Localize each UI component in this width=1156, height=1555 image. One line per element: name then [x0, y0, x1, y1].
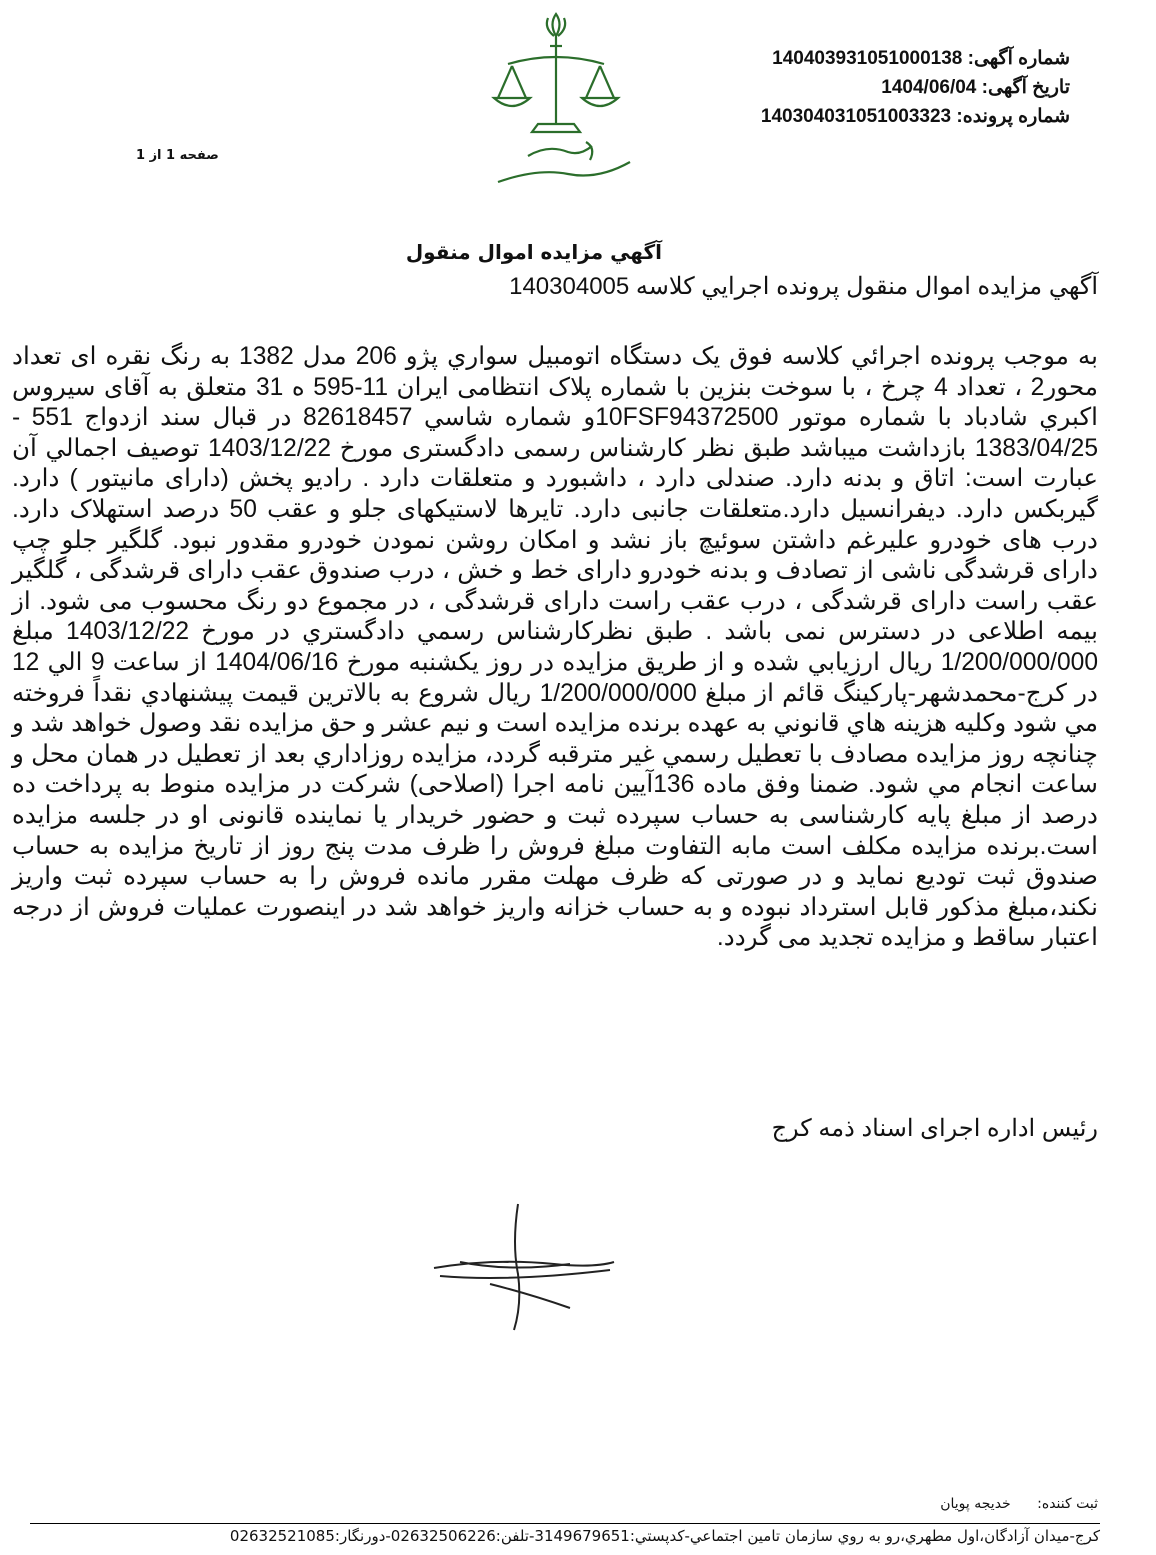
notice-date-label: تاریخ آگهی: [981, 77, 1070, 98]
signatory-title: رئیس اداره اجرای اسناد ذمه کرج [771, 1115, 1098, 1142]
registrar-label: ثبت کننده: [1037, 1496, 1098, 1512]
registrar-name: خدیجه پویان [940, 1496, 1011, 1512]
notice-date: 1404/06/04 [881, 77, 977, 98]
signature-icon [430, 1200, 620, 1335]
notice-date-row [650, 73, 1070, 102]
judiciary-emblem-icon [468, 6, 658, 196]
case-number-label: شماره پرونده: [956, 106, 1070, 127]
footer-address: كرج-ميدان آزادگان،اول مطهري،رو به روي سازمان تامين اجتماعي-كدپستي:3149679651-تلفن:02632506226-دورنگار:02632521085 [229, 1527, 1100, 1545]
document-title: آگهي مزايده اموال منقول [405, 240, 662, 264]
registrar [918, 1496, 1098, 1512]
document-subtitle: آگهي مزايده اموال منقول پرونده اجرايي کلاسه 140304005 [509, 273, 1098, 300]
notice-number-label: شماره آگهی: [967, 48, 1070, 69]
notice-number-row [650, 44, 1070, 73]
footer-divider [30, 1523, 1100, 1524]
notice-number: 14040393105100013‍8 [772, 48, 963, 69]
notice-meta [650, 44, 1070, 131]
case-number-row [650, 102, 1070, 131]
page-indicator: صفحه 1 از 1 [136, 148, 219, 163]
case-number: 14030403105100332‍3 [760, 106, 952, 127]
auction-notice-body: به موجب پرونده اجرائي كلاسه فوق یک دستگاه اتومبیل سواري پژو 206 مدل 1382 به رنگ نقره ای تعداد محور2 ، تعداد 4 چرخ ، با سوخت بنزین با شماره پلاک انتظامی ایران 11-595 ه 31 متعلق به آقای سیروس اکبري شادباد با شماره موتور 10FSF94372500و شماره شاسي 82618457 در قبال سند ازدواج 551 - 1383/04/25 بازداشت میباشد طبق نظر کارشناس رسمی دادگستری مورخ 1403/12/22 توصیف اجمالي آن عبارت است: اتاق و بدنه دارد. صندلی دارد ، داشبورد و متعلقات دارد . رادیو پخش (دارای مانیتور ) دارد. گیربکس دارد. دیفرانسیل دارد.متعلقات جانبی دارد. تایرها لاستیکهای جلو و عقب 50 درصد استهلاک دارد. درب های خودرو علیرغم داشتن سوئیچ باز نشد و امکان روشن نمودن خودرو مقدور نبود. گلگیر جلو چپ دارای قرشدگی ناشی از تصادف و بدنه خودرو دارای خط و خش ، درب صندوق عقب دارای قرشدگی ، گلگیر عقب راست دارای قرشدگی ، درب عقب راست دارای قرشدگی ، در مجموع دو رنگ محسوب می شود. از بیمه اطلاعی در دسترس نمی باشد . طبق نظرکارشناس رسمي دادگستري در مورخ 1403/12/22 مبلغ 1/200/000/000 ريال ارزيابي شده و از طريق مزايده در روز يکشنبه مورخ 1404/06/16 از ساعت 9 الي 12 در کرج-محمدشهر-پارکینگ قائم از مبلغ 1/200/000/000 ريال شروع به بالاترين قيمت پيشنهادي نقداً فروخته مي شود وكليه هزينه هاي قانوني به عهده برنده مزايده است و نيم عشر و حق مزايده نقد وصول خواهد شد و چنانچه روز مزايده مصادف با تعطيل رسمي غير مترقبه گردد، مزايده روزاداري بعد از تعطيل در همان محل و ساعت انجام مي شود. ضمنا وفق ماده 136آیین نامه اجرا (اصلاحی) شرکت در مزایده منوط به پرداخت ده درصد از مبلغ پایه کارشناسی به حساب سپرده ثبت و حضور خریدار یا نماینده قانونی او در جلسه مزایده است.برنده مزایده مکلف است مابه التفاوت مبلغ فروش را ظرف مدت پنج روز از تاریخ مزایده به حساب صندوق ثبت تودیع نماید و در صورتی که ظرف مهلت مقرر مانده فروش را به حساب سپرده ثبت واریز نکند،مبلغ مذکور قابل استرداد نبوده و به حساب خزانه واریز خواهد شد در اینصورت عملیات فروش از درجه اعتبار ساقط و مزایده تجدید می گردد. [12, 343, 1099, 952]
